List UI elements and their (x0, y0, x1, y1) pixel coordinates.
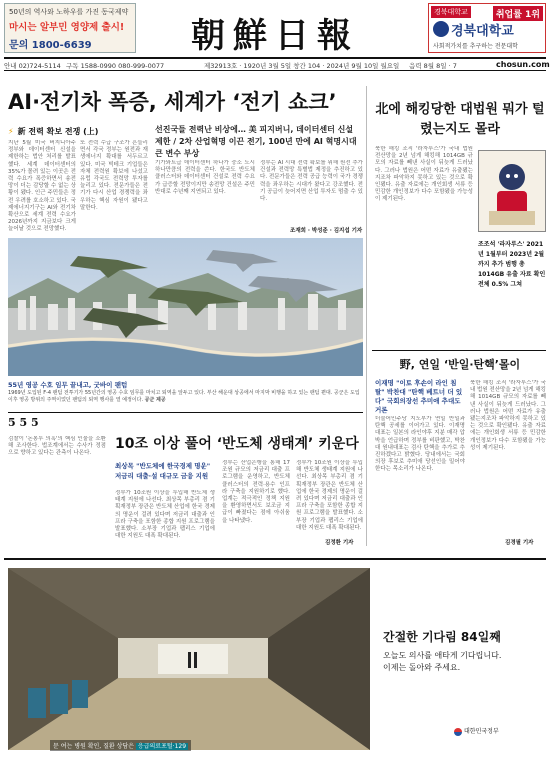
opposition-byline: 김경필 기자 (505, 540, 534, 546)
column-divider (366, 86, 367, 546)
ad-caption-highlight: 응급의료포털·129 (137, 743, 187, 750)
hospital-corridor-photo[interactable] (8, 568, 370, 750)
lead-body-col-4: 정부는 AI 시대 전력 확보를 위해 원전 추가 건설과 전력망 특별법 제정을 추진하고 있다. 전문가들은 전력 공급 능력이 국가 경쟁력을 좌우하는 시대가 왔다고 강조했다. 전기 공급이 늦어지면 산업 투자도 멈출 수 있다. (260, 160, 363, 203)
info-issue: 제32913호 · 1920년 3월 5일 창간 104 · 2024년 9월 10일 월요일 (204, 62, 400, 70)
government-emblem-icon (454, 728, 462, 736)
photo-caption (8, 390, 363, 403)
masthead-info-bar (4, 57, 550, 71)
opposition-body-col-2: 북한 해킹 조직 '라자루스'가 국내 법원 전산망을 2년 넘게 해킹해 1014GB 규모의 자료를 빼낸 사실이 뒤늦게 드러났다. 그러나 법원은 어떤 자료가 유출됐는지조차 파악하지 못하고 있는 것으로 확인됐다. 유출 자료에는 개인회생 서류 등 민감한 개인정보가 다수 포함됐을 가능성이 제기된다. (470, 380, 546, 451)
right-section-divider (372, 350, 546, 351)
nk-hacking-headline[interactable]: 北에 해킹당한 대법원 뭐가 털렸는지도 몰라 (375, 102, 545, 137)
top-left-ad[interactable] (4, 3, 136, 53)
government-brand-label: 대한민국정부 (464, 728, 499, 735)
ad-university-name: 경북대학교 (451, 24, 514, 39)
ad-employment-rate: 취업률 1위 (493, 6, 543, 21)
ad-line-1: 50년의 역사와 노하우를 가진 동국제약 (9, 8, 129, 16)
ad-divider (4, 558, 546, 560)
section-logo: 5 5 5 (8, 416, 39, 429)
ad-photo-caption (50, 740, 191, 751)
ad-body (383, 650, 501, 674)
lead-headline[interactable]: AI·전기차 폭증, 세계가 ‘전기 쇼크’ (8, 90, 337, 114)
photo-credit: 공군 제공 (144, 396, 166, 403)
ad-line-return: 이제는 돌아와 주세요. (383, 663, 461, 672)
ad-phone: 문의 1800-6639 (9, 40, 92, 51)
ad-line-2: 마시는 알부민 영양제 출시! (9, 22, 125, 33)
lead-body-col-3: 기가와트급 데이터센터 하나가 중소 도시 하나만큼의 전력을 쓴다. 한국도 반도체 클러스터와 데이터센터 건설로 전력 수요가 급증할 전망이지만 송전망 건설은 주민 반대로 수년째 지연되고 있다. (155, 160, 255, 195)
semiconductor-deck: 최상목 "반도체에 한국경제 명운" 저금리 대출·설 대규모 금융 지원 (115, 462, 211, 480)
photo-caption-headline: 55년 영공 수호 임무 끝내고, 굿바이 팬텀 (8, 381, 128, 389)
university-emblem-icon (433, 21, 449, 37)
lightning-icon: ⚡ (8, 127, 14, 136)
semiconductor-body-col-1: 정부가 10조원 이상을 투입해 반도체 생태계 지원에 나선다. 최상목 부총리 겸 기획재정부 장관은 반도체 산업에 한국 경제의 명운이 걸려 있다며 저금리 대출과 인프라 구축을 포함한 종합 지원 프로그램을 발표했다. 소부장 기업과 팹리스 기업에 대한 지원도 대폭 확대된다. (115, 490, 215, 540)
semiconductor-body-col-2: 정부는 산업은행을 통해 17조원 규모의 저금리 대출 프로그램을 운영하고, 반도체 클러스터의 전력·용수 인프라 구축을 지원하기로 했다. 업계는 적극적인 정책 지원을 환영하면서도 보조금 지급이 빠졌다는 점에 아쉬움을 나타냈다. (222, 460, 290, 524)
semiconductor-byline: 김정환 기자 (325, 540, 354, 546)
newspaper-title[interactable]: 朝鮮日報 (191, 16, 359, 56)
lead-photo-fighter-jets[interactable] (8, 238, 363, 376)
photo-caption-text: 1969년 도입된 F-4 팬텀 전투기가 55년간의 영공 수호 임무를 마치고 퇴역을 앞두고 있다. 부산 해운대 상공에서 마지막 비행을 하고 있는 팬텀 편대. 공군은 도입 이후 영공 방위의 주역이었던 팬텀의 퇴역 행사를 열 예정이다. (8, 390, 360, 403)
info-subscribe: 구독 1588-0990 080-999-0077 (66, 62, 165, 70)
top-right-ad[interactable] (428, 3, 546, 53)
hospital-corridor-illustration (8, 568, 370, 750)
lead-body-col-2: 또 전력 수급 구조가 흔들리면서 각국 정부는 원전과 재생에너지 확대를 서두르고 있다. 미국 빅테크 기업들은 자체 전력원 확보에 나섰고 유럽 각국도 전력망 투자를 늘리고 있다. 전문가들은 전기가 다시 산업 경쟁력을 좌우하는 핵심 자원이 됐다고 말한다. (80, 140, 148, 211)
ad-badge: 경북대학교 (431, 6, 471, 18)
lazarus-illustration (478, 150, 546, 232)
nk-hacking-body: 북한 해킹 조직 '라자루스'가 국내 법원 전산망을 2년 넘게 해킹해 1014GB 규모의 자료를 빼낸 사실이 뒤늦게 드러났다. 그러나 법원은 어떤 자료가 유출됐는지조차 파악하지 못하고 있는 것으로 확인됐다. 유출 자료에는 개인회생 서류 등 민감한 개인정보가 다수 포함됐을 가능성이 제기된다. (375, 146, 473, 203)
series-label: 新 전력 확보 전쟁 (上) (17, 127, 99, 136)
opposition-headline[interactable]: 野, 연일 ‘반일·탄핵’몰이 (399, 358, 521, 371)
ad-line-wait: 오늘도 의사를 애타게 기다립니다. (383, 651, 502, 660)
lead-byline: 조재희 · 박성준 · 김지섭 기자 (290, 228, 363, 234)
ad-subline: 사회적가치를 추구하는 전문대학 (433, 43, 518, 50)
semiconductor-headline[interactable]: 10조 이상 풀어 ‘반도체 생태계’ 키운다 (115, 436, 359, 452)
info-site[interactable]: chosun.com (496, 60, 550, 69)
hacker-cartoon-icon (479, 151, 545, 231)
ad-caption-prefix: 문 여는 병원 확인, 질환 상담은 (53, 743, 134, 750)
opposition-subhead: 이재명 "이토 후손이 라인 침탈" 박찬대 "탄핵 베트너 더 있다" 국회의장선 추미애 추대도 거론 (375, 379, 463, 414)
ad-title[interactable]: 간절한 기다림 84일째 (383, 630, 501, 644)
section-divider (8, 412, 363, 413)
semiconductor-body-col-3: 정부가 10조원 이상을 투입해 반도체 생태계 지원에 나선다. 최상목 부총리 겸 기획재정부 장관은 반도체 산업에 한국 경제의 명운이 걸려 있다며 저금리 대출과 인프라 구축을 포함한 종합 지원 프로그램을 발표했다. 소부장 기업과 팹리스 기업에 대한 지원도 대폭 확대된다. (296, 460, 363, 531)
fighter-jets-illustration (8, 238, 363, 376)
government-brand (454, 726, 499, 736)
nk-fact-box: 조조석 '라자루스' 2021년 1월부터 2023년 2월까지 추가 범행 총 1014GB 유출 자료 확인 전체 0.5% 그쳐 (478, 241, 546, 288)
info-contact: 안내 02)724-5114 (4, 62, 61, 70)
lead-deck: 선진국들 전력난 비상에… 美 피지버니, 데이터센터 신설 제한 / 2차 산업혁명 이끈 전기, 100년 만에 AI 혁명시대 큰 변수 부상 (155, 125, 357, 158)
series-tag (8, 126, 98, 137)
info-date-lunar: 음력 8월 8일 · 7 (409, 62, 457, 70)
opposition-body-col-1: 더불어민주당 지도부가 연일 반일과 탄핵 공세를 이어가고 있다. 이재명 대표는 일본의 라인야후 지분 매각 압박을 언급하며 정부를 비판했고, 박찬대 원내대표는 검사 탄핵을 추가로 추진하겠다고 밝혔다. 당내에서는 국회의장 후보로 추미애 당선인을 밀어야 한다는 목소리가 나온다. (375, 416, 465, 473)
lead-body-col-1: 지난 5월 미국 버지니아주 정부와 데이터센터 신설을 제한하는 법안 처리를 발표했다. 세계 데이터센터의 35%가 몰려 있는 이곳은 전력 수요가 폭증하면서 송전망이 더는 감당할 수 없는 상황이 됐다. 인근 주민들은 정전 우려를 호소하고 있다. 국제에너지기구는 AI와 전기차 확산으로 세계 전력 수요가 2026년까지 지금보다 크게 늘어날 것으로 전망했다. (8, 140, 76, 232)
story2-side-text: 검찰이 '돈봉투 의혹'의 핵심 인물을 소환해 조사한다. 법조계에서는 수사가 정점으로 향하고 있다는 관측이 나온다. (8, 436, 106, 457)
